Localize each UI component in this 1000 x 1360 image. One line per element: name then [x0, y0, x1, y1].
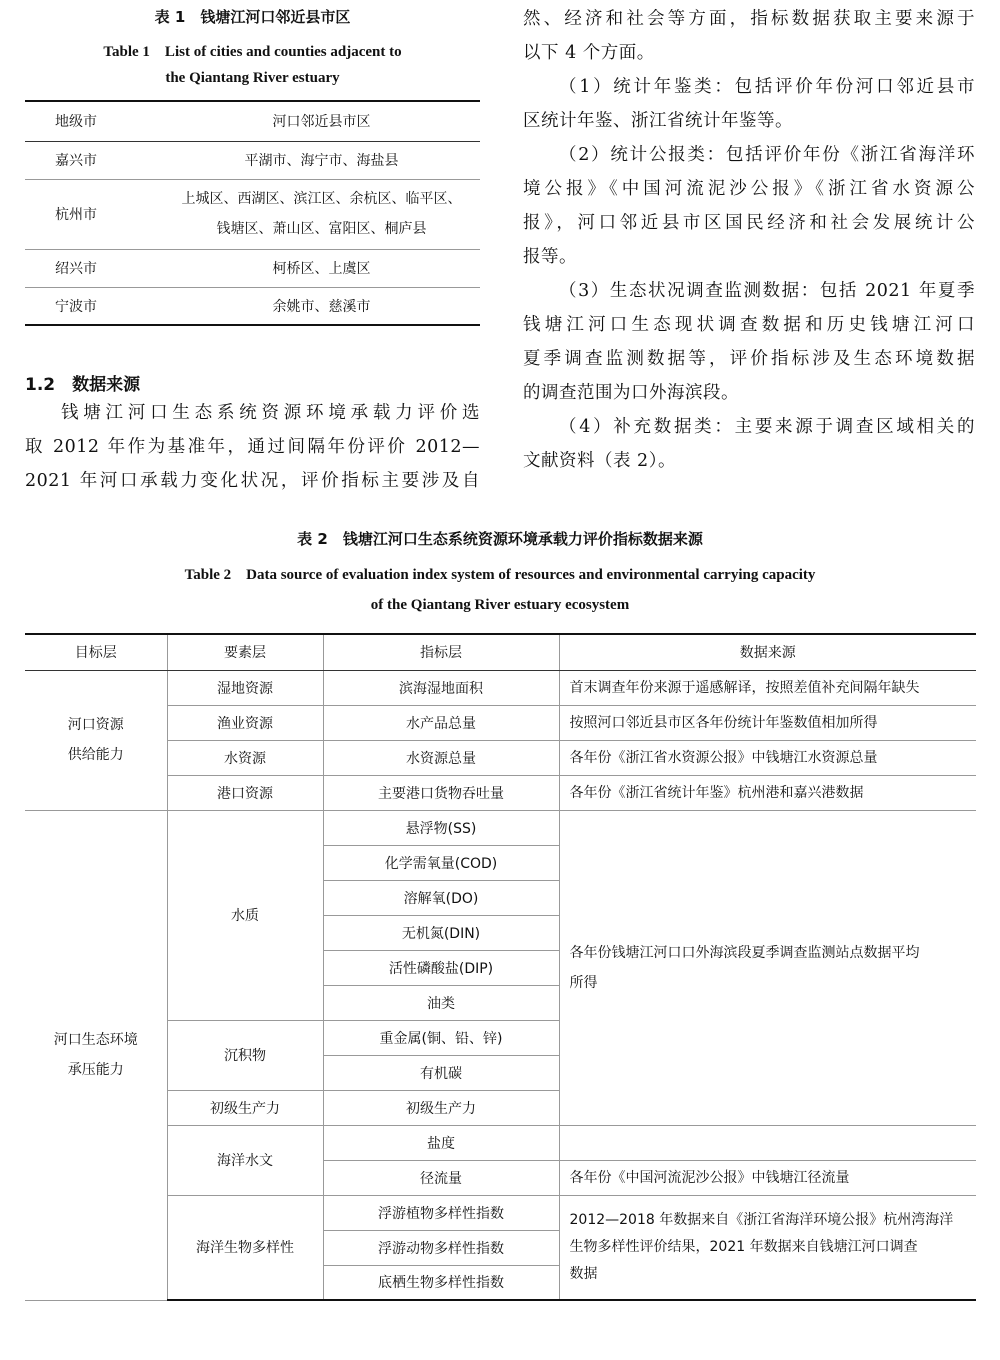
table2-source: 各年份《浙江省统计年鉴》杭州港和嘉兴港数据	[559, 775, 976, 810]
table2-element: 水资源	[167, 740, 323, 775]
table1-districts: 柯桥区、上虞区	[272, 261, 371, 277]
table2-goal-line: 供给能力	[67, 747, 124, 763]
paragraph-line: 区统计年鉴、浙江省统计年鉴等。	[523, 111, 793, 131]
table2-goal-cell	[25, 810, 167, 1300]
table2-source	[559, 1195, 976, 1300]
table2-indicator: 径流量	[323, 1160, 559, 1195]
table1-districts: 平湖市、海宁市、海盐县	[244, 153, 399, 169]
table1-city: 宁波市	[55, 298, 97, 315]
table1-header-row	[25, 101, 480, 141]
table2-header-element: 要素层	[167, 634, 323, 670]
table2-goal-line: 河口生态环境	[53, 1032, 138, 1048]
table1-row	[25, 249, 480, 287]
table2-source: 按照河口邻近县市区各年份统计年鉴数值相加所得	[559, 705, 976, 740]
table2-element: 沉积物	[167, 1020, 323, 1090]
table2-indicator: 活性磷酸盐(DIP)	[323, 950, 559, 985]
paragraph-line: （4）补充数据类：主要来源于调查区域相关的	[559, 417, 975, 437]
table2-indicator: 化学需氧量(COD)	[323, 845, 559, 880]
table2-indicator: 溶解氧(DO)	[323, 880, 559, 915]
table1-city: 杭州市	[55, 207, 97, 223]
paragraph-line: （3）生态状况调查监测数据：包括 2021 年夏季	[559, 281, 975, 301]
table2-element: 水质	[167, 810, 323, 1020]
paragraph-line: 以下 4 个方面。	[523, 43, 655, 63]
table1-districts-line: 上城区、西湖区、滨江区、余杭区、临平区、	[181, 191, 462, 207]
table2-indicator: 重金属(铜、铅、锌)	[323, 1020, 559, 1055]
table2	[25, 633, 976, 1301]
table1-city: 嘉兴市	[55, 153, 97, 169]
table2-indicator: 油类	[323, 985, 559, 1020]
paragraph-line: 取 2012 年作为基准年，通过间隔年份评价 2012—	[25, 437, 480, 457]
table2-caption-en: Table 2 Data source of evaluation index system of resources and environmental carrying capacity	[184, 567, 816, 583]
table1-caption-en-line2: the Qiantang River estuary	[165, 70, 340, 86]
table1-caption-cn: 表 1 钱塘江河口邻近县市区	[154, 8, 351, 26]
table2-indicator: 无机氮(DIN)	[323, 915, 559, 950]
paragraph-line: 的调查范围为口外海滨段。	[523, 383, 739, 403]
table2-indicator: 底栖生物多样性指数	[323, 1265, 559, 1300]
table2-caption-en-line2: of the Qiantang River estuary ecosystem	[370, 597, 630, 613]
table2-row	[25, 775, 976, 810]
table2-source: 各年份《浙江省水资源公报》中钱塘江水资源总量	[559, 740, 976, 775]
section-paragraph	[25, 396, 480, 498]
section-heading: 1.2 数据来源	[25, 375, 141, 395]
table2-element: 湿地资源	[167, 670, 323, 705]
table2-source-line: 数据	[569, 1265, 598, 1282]
paragraph-line: 文献资料（表 2）。	[523, 451, 676, 471]
table2-source: 首末调查年份来源于遥感解译，按照差值补充间隔年缺失	[559, 670, 976, 705]
table1-row	[25, 141, 480, 179]
table2-indicator: 主要港口货物吞吐量	[323, 775, 559, 810]
table2-source-line: 2012—2018 年数据来自《浙江省海洋环境公报》杭州湾海洋	[569, 1211, 954, 1228]
right-column-text	[523, 2, 975, 478]
paragraph-line: （1）统计年鉴类：包括评价年份河口邻近县市	[559, 77, 975, 97]
paragraph-line: 2021 年河口承载力变化状况，评价指标主要涉及自	[25, 471, 480, 491]
table2-header-row	[25, 634, 976, 670]
table2-row	[25, 670, 976, 705]
paragraph-line: 钱塘江河口生态现状调查数据和历史钱塘江河口	[523, 315, 975, 335]
table2-indicator: 盐度	[323, 1125, 559, 1160]
table2-row	[25, 1195, 976, 1230]
table2-indicator: 有机碳	[323, 1055, 559, 1090]
paragraph-line: 然、经济和社会等方面，指标数据获取主要来源于	[523, 9, 975, 29]
table2-element: 港口资源	[167, 775, 323, 810]
table1-districts-line: 钱塘区、萧山区、富阳区、桐庐县	[216, 221, 427, 237]
table2-indicator: 浮游动物多样性指数	[323, 1230, 559, 1265]
paragraph-line: 境公报》《中国河流泥沙公报》《浙江省水资源公	[523, 179, 975, 199]
table2-indicator: 浮游植物多样性指数	[323, 1195, 559, 1230]
table2-header-indicator: 指标层	[323, 634, 559, 670]
table2-goal-line: 承压能力	[67, 1062, 124, 1078]
table2-element: 海洋水文	[167, 1125, 323, 1195]
table2-header-goal: 目标层	[25, 634, 167, 670]
table2-element: 海洋生物多样性	[167, 1195, 323, 1300]
paragraph-line: 夏季调查监测数据等，评价指标涉及生态环境数据	[523, 349, 975, 369]
table2-indicator: 滨海湿地面积	[323, 670, 559, 705]
table2-goal-line: 河口资源	[67, 717, 124, 733]
table2-indicator: 水产品总量	[323, 705, 559, 740]
table1	[25, 100, 480, 326]
table2-indicator: 初级生产力	[323, 1090, 559, 1125]
table1-caption-en: Table 1 List of cities and counties adjacent to	[103, 44, 402, 60]
table1-header-districts: 河口邻近县市区	[272, 114, 371, 131]
table1-row	[25, 287, 480, 325]
paragraph-line: （2）统计公报类：包括评价年份《浙江省海洋环	[559, 145, 975, 165]
table1-header-city: 地级市	[55, 114, 97, 131]
table2-row	[25, 810, 976, 845]
table1-districts: 余姚市、慈溪市	[272, 298, 371, 315]
table2-header-source: 数据来源	[559, 634, 976, 670]
paragraph-line: 报等。	[523, 247, 577, 267]
table2-goal-cell	[25, 670, 167, 810]
paragraph-line: 钱塘江河口生态系统资源环境承载力评价选	[61, 403, 480, 423]
table2-source-line: 生物多样性评价结果，2021 年数据来自钱塘江河口调查	[569, 1238, 918, 1255]
table2-element: 渔业资源	[167, 705, 323, 740]
table2-indicator: 水资源总量	[323, 740, 559, 775]
table2-row	[25, 705, 976, 740]
table2-indicator: 悬浮物(SS)	[323, 810, 559, 845]
table2-source: 各年份《中国河流泥沙公报》中钱塘江径流量	[559, 1160, 976, 1195]
table2-source-line: 所得	[569, 974, 598, 991]
table2-row	[25, 740, 976, 775]
table2-source-line: 各年份钱塘江河口口外海滨段夏季调查监测站点数据平均	[569, 944, 920, 961]
table2-source	[559, 810, 976, 1125]
table2-element: 初级生产力	[167, 1090, 323, 1125]
table2-caption-cn: 表 2 钱塘江河口生态系统资源环境承载力评价指标数据来源	[297, 530, 703, 548]
table1-row	[25, 179, 480, 249]
table2-row	[25, 1125, 976, 1160]
table1-city: 绍兴市	[55, 261, 97, 277]
table1-districts	[163, 179, 480, 249]
paragraph-line: 报》，河口邻近县市区国民经济和社会发展统计公	[523, 213, 975, 233]
